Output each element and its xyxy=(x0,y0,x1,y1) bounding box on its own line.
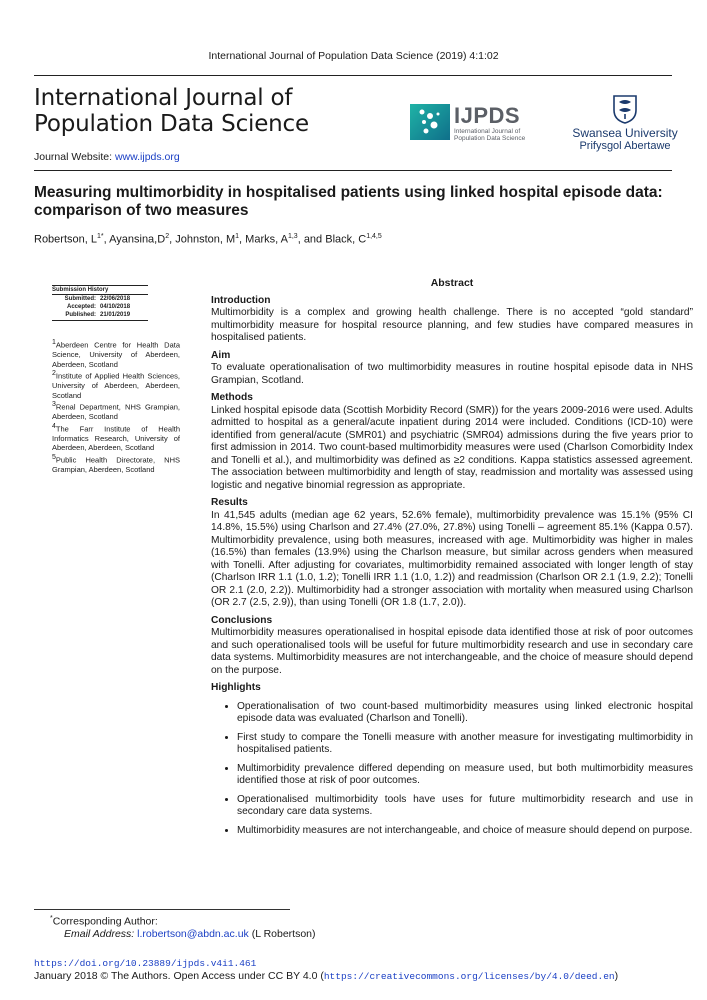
abstract-section-body: To evaluate operationalisation of two multimorbidity measures in routine hospital episode data in NHS Grampian, Scotland. xyxy=(211,362,693,386)
journal-title xyxy=(34,85,309,137)
affiliation-number: 5 xyxy=(52,453,56,461)
submission-history-row xyxy=(52,295,148,303)
affiliation-item xyxy=(52,338,180,369)
affiliation-item xyxy=(52,369,180,400)
affiliation-number: 1 xyxy=(52,339,56,346)
author-name: Robertson, L xyxy=(34,233,97,246)
submission-date-label: Accepted: xyxy=(66,304,96,310)
submission-date-value: 22/06/2018 xyxy=(100,296,131,302)
highlights-heading: Highlights xyxy=(211,682,261,693)
affiliation-text: The Farr Institute of Health Informatics Research, University of Aberdeen, Aberdeen, Scotland xyxy=(52,424,180,452)
author-separator: , and xyxy=(297,233,326,246)
affiliation-item xyxy=(52,422,180,453)
title-rule xyxy=(34,170,672,171)
author-affiliation-marker: 1,3 xyxy=(287,233,298,240)
affiliation-text: Institute of Applied Health Sciences, University of Aberdeen, Aberdeen, Scotland xyxy=(52,371,180,400)
affiliation-item xyxy=(52,400,180,422)
abstract-section-heading: Introduction xyxy=(211,294,271,306)
affiliation-text: Renal Department, NHS Grampian, Aberdeen, Scotland xyxy=(52,402,180,421)
license-link[interactable]: https://creativecommons.org/licenses/by/4.0/deed.en xyxy=(323,971,615,982)
journal-title-line1: International Journal of xyxy=(34,85,293,111)
running-header: International Journal of Population Data Science (2019) 4:1:02 xyxy=(208,50,499,62)
corresponding-label: Corresponding Author: xyxy=(52,915,158,928)
author-affiliation-marker: 2 xyxy=(165,233,170,240)
submission-date-label: Published: xyxy=(65,312,96,318)
affiliation-number: 3 xyxy=(52,401,56,408)
abstract-section-heading: Aim xyxy=(211,349,231,361)
email-label: Email Address: xyxy=(64,927,135,940)
abstract-section-heading: Results xyxy=(211,497,248,508)
author-name: Marks, A xyxy=(245,233,288,246)
ijpds-logo-name: IJPDS xyxy=(454,103,521,128)
submission-history-row xyxy=(52,311,148,319)
highlight-item: • Multimorbidity measures are not interchangeable, and choice of measure should depend on purpose. xyxy=(237,825,693,838)
submission-date-value: 21/01/2019 xyxy=(100,312,131,318)
affiliations xyxy=(52,338,180,474)
header-rule xyxy=(34,75,672,76)
author-name: Black, C xyxy=(325,233,367,246)
author-list xyxy=(34,233,382,246)
affiliation-number: 2 xyxy=(52,370,56,377)
abstract-section-body: Multimorbidity is a complex and growing health challenge. There is no accepted “gold standard” multimorbidity measure for hospital resource planning, and few studies have compared measures in hospitalised patients. xyxy=(211,307,693,343)
journal-title-line2: Population Data Science xyxy=(34,111,309,137)
submission-history-row xyxy=(52,303,148,311)
highlight-item: • Multimorbidity prevalence differed depending on measure used, but both multimorbidity measures identified those at risk of poor outcomes. xyxy=(237,763,693,788)
highlight-item: • Operationalised multimorbidity tools have uses for future multimorbidity research and use in secondary care data systems. xyxy=(237,794,693,819)
affiliation-item xyxy=(52,453,180,475)
highlight-item: • First study to compare the Tonelli measure with another measure for investigating multimorbidity in hospitalised patients. xyxy=(237,732,693,757)
abstract-section-body: Multimorbidity measures operationalised in hospital episode data identified those at risk of poor outcomes and such operationalised tools will be useful for future multimorbidity research and use in secondary care data systems. Multimorbidity measures are not interchangeable, and the choice of measure should depend on the purpose. xyxy=(211,627,693,676)
author-separator: , xyxy=(169,233,176,246)
author-separator: , xyxy=(103,233,110,246)
affiliation-text: Public Health Directorate, NHS Grampian, Aberdeen, Scotland xyxy=(52,455,180,474)
abstract-section-heading: Conclusions xyxy=(211,614,273,626)
journal-website xyxy=(34,151,180,163)
highlight-item: • Operationalisation of two count-based multimorbidity measures using linked electronic hospital episode data was evaluated (Charlson and Tonelli). xyxy=(237,701,693,726)
paper-title: Measuring multimorbidity in hospitalised patients using linked hospital episode data: comparison of two measures xyxy=(34,184,663,219)
footnote-rule xyxy=(34,909,290,910)
author-affiliation-marker: 1 xyxy=(235,233,240,240)
affiliation-text: Aberdeen Centre for Health Data Science, University of Aberdeen, Aberdeen, Scotland xyxy=(52,340,180,369)
corresponding-author: *Corresponding Author: Email Address: l.robertson@abdn.ac.uk (L Robertson) xyxy=(50,915,316,940)
swansea-name-cy: Prifysgol Abertawe xyxy=(579,140,671,152)
abstract xyxy=(211,277,693,843)
license-suffix: ) xyxy=(614,970,619,982)
swansea-name-en: Swansea University xyxy=(572,126,678,140)
swansea-crest-icon xyxy=(612,94,638,124)
email-link[interactable]: l.robertson@abdn.ac.uk xyxy=(137,927,249,940)
abstract-title: Abstract xyxy=(430,277,474,289)
journal-website-label: Journal Website: xyxy=(34,151,113,163)
author-name: Ayansina,D xyxy=(109,233,166,246)
submission-history xyxy=(52,285,148,321)
ijpds-logo xyxy=(410,104,535,140)
ijpds-logo-subtitle: International Journal of Population Data Science xyxy=(454,128,526,142)
author-affiliation-marker: 1* xyxy=(96,233,104,240)
abstract-section-body: In 41,545 adults (median age 62 years, 52.6% female), multimorbidity prevalence was 15.1% (95% CI 14.8%, 15.5%) using Charlson and 27.4% (27.0%, 27.8%) using Tonelli – agreement 85.1% (Kappa 0.57). Multimorbidity prevalence, using both measures, increased with age. Multimorbidity was higher in males (16.5%) than females (13.9%) using the Charlson measure, but similar across genders when measured with Tonelli. After adjusting for covariates, multimorbidity remained associated with longer length of stay (Charlson IRR 1.1 (1.0, 1.2); Tonelli IRR 1.1 (1.0, 1.2)) and readmission (Charlson OR 2.1 (1.9, 2.2); Tonelli OR 2.1 (2.0, 2.2)). Multimorbidity had a stronger association with mortality when measured using Charlson (OR 2.7 (2.5, 2.9)), than using Tonelli (OR 1.8 (1.7, 2.0)). xyxy=(211,509,693,608)
journal-website-link[interactable]: www.ijpds.org xyxy=(114,151,180,163)
submission-history-title: Submission History xyxy=(52,285,148,295)
doi-link[interactable]: https://doi.org/10.23889/ijpds.v4i1.461 xyxy=(34,958,257,969)
abstract-section-body: Linked hospital episode data (Scottish Morbidity Record (SMR)) for the years 2009-2016 were used. Adults admitted to hospital as a general/acute inpatient during 2014 were included. Conditions (ICD-10) were identified from general/acute (SMR01) and psychiatric (SMR04) admissions during the five years prior to first admission in 2014. Two count-based multimorbidity measures were used (Charlson Comorbidity Index and Tonelli et al.), and multimorbidity was defined as ≥2 conditions. Kappa statistics assessed agreement. The association between multimorbidity and length of stay, readmission and mortality was assessed using logistic and negative binomial regression as appropriate. xyxy=(211,404,693,491)
author-affiliation-marker: 1,4,5 xyxy=(366,233,382,240)
footer xyxy=(34,957,618,983)
ijpds-logo-icon xyxy=(410,104,450,140)
submission-date-label: Submitted: xyxy=(64,296,96,302)
author-name: Johnston, M xyxy=(175,233,236,246)
highlights-list xyxy=(211,701,693,838)
license-prefix: January 2018 © The Authors. Open Access under CC BY 4.0 ( xyxy=(34,970,324,982)
abstract-section-heading: Methods xyxy=(211,392,253,403)
submission-history-rule xyxy=(52,320,148,321)
affiliation-number: 4 xyxy=(52,422,56,430)
author-separator: , xyxy=(239,233,246,246)
swansea-logo xyxy=(570,94,680,152)
email-suffix: (L Robertson) xyxy=(251,927,316,940)
submission-date-value: 04/10/2018 xyxy=(100,304,131,310)
